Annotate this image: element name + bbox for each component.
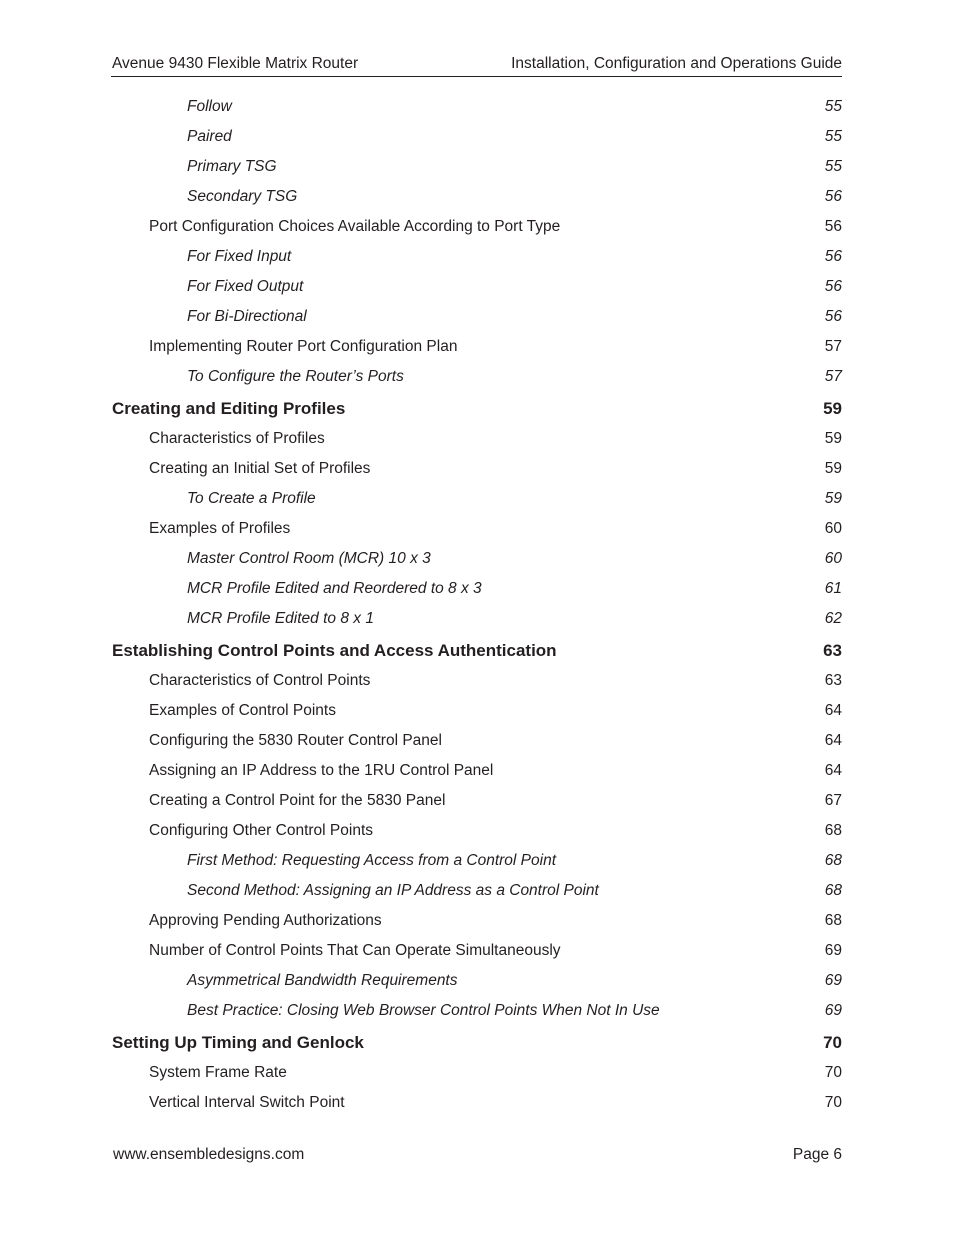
toc-entry-title: Setting Up Timing and Genlock bbox=[112, 1033, 364, 1052]
toc-entry-title: Secondary TSG bbox=[187, 188, 298, 205]
toc-entry-page: 56 bbox=[824, 188, 842, 205]
toc-section-entry[interactable] bbox=[0, 817, 954, 847]
toc-entry-page: 70 bbox=[824, 1064, 842, 1081]
toc-entry-title: For Fixed Output bbox=[187, 278, 304, 295]
toc-entry-page: 56 bbox=[824, 248, 842, 265]
toc-entry-page: 56 bbox=[824, 308, 842, 325]
toc-subsection-entry[interactable] bbox=[0, 153, 954, 183]
toc-entry-title: Number of Control Points That Can Operate Simultaneously bbox=[149, 942, 561, 959]
toc-entry-title: Characteristics of Control Points bbox=[149, 672, 371, 689]
toc-entry-title: For Fixed Input bbox=[187, 248, 292, 265]
toc-entry-page: 70 bbox=[823, 1033, 842, 1052]
toc-subsection-entry[interactable] bbox=[0, 183, 954, 213]
toc-section-entry[interactable] bbox=[0, 515, 954, 545]
toc-section-entry[interactable] bbox=[0, 1089, 954, 1119]
toc-entry-title: Follow bbox=[187, 98, 232, 115]
footer-page-number: Page 6 bbox=[792, 1146, 842, 1163]
toc-entry-title: Implementing Router Port Configuration Plan bbox=[149, 338, 458, 355]
toc-entry-title: Characteristics of Profiles bbox=[149, 430, 325, 447]
toc-section-entry[interactable] bbox=[0, 455, 954, 485]
toc-entry-title: MCR Profile Edited to 8 x 1 bbox=[187, 610, 374, 627]
toc-subsection-entry[interactable] bbox=[0, 847, 954, 877]
toc-section-entry[interactable] bbox=[0, 757, 954, 787]
toc-entry-page: 59 bbox=[824, 490, 842, 507]
toc-entry-page: 69 bbox=[824, 972, 842, 989]
toc-entry-title: Port Configuration Choices Available According to Port Type bbox=[149, 218, 561, 235]
toc-entry-title: MCR Profile Edited and Reordered to 8 x 3 bbox=[187, 580, 482, 597]
toc-subsection-entry[interactable] bbox=[0, 485, 954, 515]
toc-entry-page: 64 bbox=[824, 702, 842, 719]
toc-entry-title: To Configure the Router’s Ports bbox=[187, 368, 404, 385]
toc-entry-title: Examples of Control Points bbox=[149, 702, 336, 719]
toc-subsection-entry[interactable] bbox=[0, 93, 954, 123]
toc-subsection-entry[interactable] bbox=[0, 545, 954, 575]
toc-entry-page: 63 bbox=[823, 641, 842, 660]
toc-entry-title: First Method: Requesting Access from a Control Point bbox=[187, 852, 556, 869]
toc-section-entry[interactable] bbox=[0, 787, 954, 817]
toc-section-entry[interactable] bbox=[0, 667, 954, 697]
toc-entry-page: 59 bbox=[824, 430, 842, 447]
toc-entry-title: Creating and Editing Profiles bbox=[112, 399, 346, 418]
toc-entry-title: Configuring the 5830 Router Control Panel bbox=[149, 732, 442, 749]
toc-entry-page: 56 bbox=[824, 278, 842, 295]
toc-subsection-entry[interactable] bbox=[0, 363, 954, 393]
toc-subsection-entry[interactable] bbox=[0, 967, 954, 997]
toc-section-entry[interactable] bbox=[0, 937, 954, 967]
toc-entry-page: 57 bbox=[824, 338, 842, 355]
table-of-contents bbox=[0, 93, 954, 1119]
toc-section-entry[interactable] bbox=[0, 1059, 954, 1089]
toc-entry-page: 67 bbox=[824, 792, 842, 809]
toc-subsection-entry[interactable] bbox=[0, 877, 954, 907]
toc-subsection-entry[interactable] bbox=[0, 273, 954, 303]
toc-chapter-entry[interactable] bbox=[0, 635, 954, 667]
toc-subsection-entry[interactable] bbox=[0, 997, 954, 1027]
toc-entry-page: 63 bbox=[824, 672, 842, 689]
toc-entry-page: 68 bbox=[824, 852, 842, 869]
toc-entry-title: Second Method: Assigning an IP Address as a Control Point bbox=[187, 882, 599, 899]
toc-subsection-entry[interactable] bbox=[0, 123, 954, 153]
toc-entry-page: 69 bbox=[824, 942, 842, 959]
toc-entry-page: 60 bbox=[824, 520, 842, 537]
page-footer bbox=[112, 1146, 842, 1168]
toc-entry-page: 55 bbox=[824, 98, 842, 115]
toc-section-entry[interactable] bbox=[0, 213, 954, 243]
toc-entry-page: 68 bbox=[824, 822, 842, 839]
toc-entry-title: Vertical Interval Switch Point bbox=[149, 1094, 345, 1111]
toc-entry-title: Creating an Initial Set of Profiles bbox=[149, 460, 371, 477]
toc-entry-page: 59 bbox=[823, 399, 842, 418]
toc-chapter-entry[interactable] bbox=[0, 1027, 954, 1059]
toc-entry-title: Master Control Room (MCR) 10 x 3 bbox=[187, 550, 431, 567]
toc-entry-title: Establishing Control Points and Access Authentication bbox=[112, 641, 557, 660]
toc-entry-title: Paired bbox=[187, 128, 232, 145]
page-header bbox=[111, 54, 842, 77]
toc-entry-page: 64 bbox=[824, 762, 842, 779]
toc-subsection-entry[interactable] bbox=[0, 303, 954, 333]
toc-entry-title: For Bi-Directional bbox=[187, 308, 307, 325]
toc-section-entry[interactable] bbox=[0, 907, 954, 937]
toc-section-entry[interactable] bbox=[0, 425, 954, 455]
toc-subsection-entry[interactable] bbox=[0, 605, 954, 635]
toc-entry-page: 68 bbox=[824, 912, 842, 929]
toc-entry-page: 69 bbox=[824, 1002, 842, 1019]
toc-subsection-entry[interactable] bbox=[0, 575, 954, 605]
toc-section-entry[interactable] bbox=[0, 697, 954, 727]
toc-entry-page: 60 bbox=[824, 550, 842, 567]
toc-entry-title: Approving Pending Authorizations bbox=[149, 912, 382, 929]
toc-entry-page: 55 bbox=[824, 128, 842, 145]
footer-website-link[interactable]: www.ensembledesigns.com bbox=[113, 1146, 305, 1163]
toc-entry-page: 57 bbox=[824, 368, 842, 385]
toc-entry-page: 70 bbox=[824, 1094, 842, 1111]
toc-entry-title: Creating a Control Point for the 5830 Panel bbox=[149, 792, 446, 809]
toc-section-entry[interactable] bbox=[0, 333, 954, 363]
toc-entry-page: 61 bbox=[824, 580, 842, 597]
header-guide-title: Installation, Configuration and Operations Guide bbox=[511, 55, 842, 72]
toc-entry-page: 59 bbox=[824, 460, 842, 477]
toc-entry-page: 64 bbox=[824, 732, 842, 749]
toc-entry-title: Configuring Other Control Points bbox=[149, 822, 374, 839]
header-document-title: Avenue 9430 Flexible Matrix Router bbox=[112, 55, 359, 72]
toc-entry-title: Primary TSG bbox=[187, 158, 277, 175]
toc-entry-page: 56 bbox=[824, 218, 842, 235]
toc-entry-title: System Frame Rate bbox=[149, 1064, 287, 1081]
toc-entry-title: Assigning an IP Address to the 1RU Control Panel bbox=[149, 762, 494, 779]
toc-entry-page: 55 bbox=[824, 158, 842, 175]
toc-entry-title: Examples of Profiles bbox=[149, 520, 291, 537]
toc-entry-title: To Create a Profile bbox=[187, 490, 316, 507]
toc-entry-page: 68 bbox=[824, 882, 842, 899]
toc-entry-page: 62 bbox=[824, 610, 842, 627]
toc-entry-title: Best Practice: Closing Web Browser Control Points When Not In Use bbox=[187, 1002, 660, 1019]
toc-section-entry[interactable] bbox=[0, 727, 954, 757]
toc-chapter-entry[interactable] bbox=[0, 393, 954, 425]
toc-entry-title: Asymmetrical Bandwidth Requirements bbox=[187, 972, 458, 989]
toc-subsection-entry[interactable] bbox=[0, 243, 954, 273]
